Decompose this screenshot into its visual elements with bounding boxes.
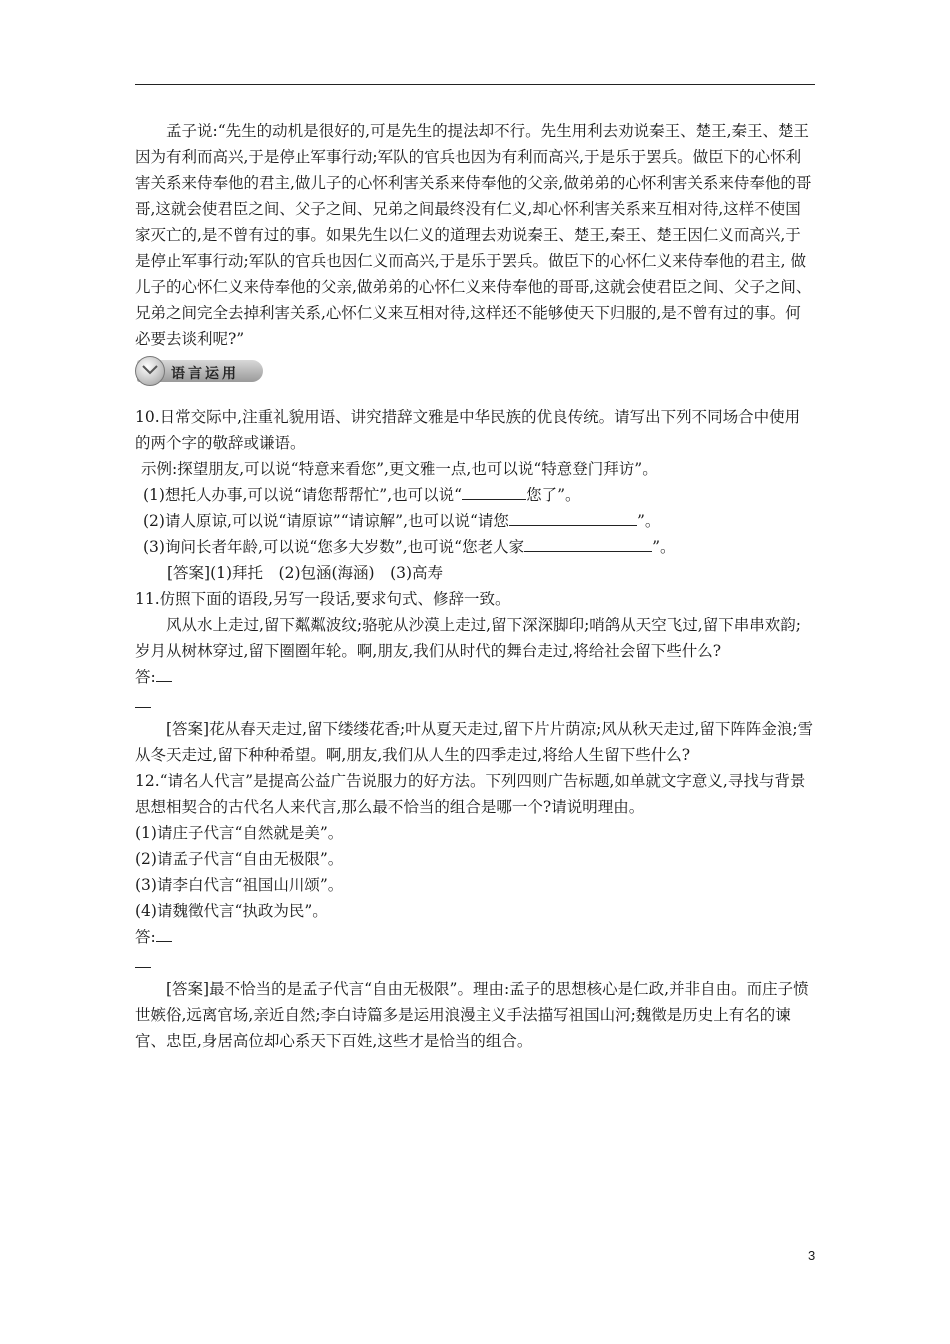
header-rule [135, 84, 815, 85]
answer-blank[interactable] [156, 669, 172, 682]
section-title: 语言运用 [171, 366, 239, 382]
chevron-down-icon [135, 356, 165, 386]
q12-item-1: (1)请庄子代言“自然就是美”。 [135, 824, 344, 842]
q11-answer: [答案]花从春天走过,留下缕缕花香;叶从夏天走过,留下片片荫凉;风从秋天走过,留下阵阵金浪;雪从冬天走过,留下种种希望。啊,朋友,我们从人生的四季走过,将给人生留下些什么? [135, 720, 814, 764]
answer-blank[interactable] [462, 483, 526, 500]
q12-item-4: (4)请魏徵代言“执政为民”。 [135, 902, 328, 920]
q12-answer-line: 答: [135, 924, 815, 950]
answer-blank[interactable] [135, 955, 151, 968]
answer-blank[interactable] [524, 535, 652, 552]
q10-stem: 10.日常交际中,注重礼貌用语、讲究措辞文雅是中华民族的优良传统。请写出下列不同场合中使用的两个字的敬辞或谦语。 [135, 408, 801, 452]
q11-answer-line-2 [135, 690, 815, 716]
q10-item-1: (1)想托人办事,可以说“请您帮帮忙”,也可以说“ 您了”。 [135, 482, 815, 508]
translation-passage: 孟子说:“先生的动机是很好的,可是先生的提法却不行。先生用利去劝说秦王、楚王,秦王、楚王因为有利而高兴,于是停止军事行动;军队的官兵也因为有利而高兴,于是乐于罢兵。做臣下的心怀利害关系来侍奉他的君主,做儿子的心怀利害关系来侍奉他的父亲,做弟弟的心怀利害关系来侍奉他的哥哥,这就会使君臣之间、父子之间、兄弟之间最终没有仁义,却心怀利害关系来互相对待,这样不使国家灭亡的,是不曾有过的事。如果先生以仁义的道理去劝说秦王、楚王,秦王、楚王因仁义而高兴,于是停止军事行动;军队的官兵也因仁义而高兴,于是乐于罢兵。做臣下的心怀仁义来侍奉他的君主, 做儿子的心怀仁义来侍奉他的父亲,做弟弟的心怀仁义来侍奉他的哥哥,这就会使君臣之间、父子之间、兄弟之间完全去掉利害关系,心怀仁义来互相对待,这样还不能够使天下归服的,是不曾有过的事。何必要去谈利呢?” [135, 122, 812, 348]
q11-passage: 风从水上走过,留下粼粼波纹;骆驼从沙漠上走过,留下深深脚印;哨鸽从天空飞过,留下串串欢韵;岁月从树林穿过,留下圈圈年轮。啊,朋友,我们从时代的舞台走过,将给社会留下些什么? [135, 616, 801, 660]
q12-item-2: (2)请孟子代言“自由无极限”。 [135, 850, 344, 868]
q12-stem: 12.“请名人代言”是提高公益广告说服力的好方法。下列四则广告标题,如单就文字意义,寻找与背景思想相契合的古代名人来代言,那么最不恰当的组合是哪一个?请说明理由。 [135, 772, 806, 816]
q12-answer-line-2 [135, 950, 815, 976]
q10-example: 示例:探望朋友,可以说“特意来看您”,更文雅一点,也可以说“特意登门拜访”。 [141, 460, 658, 478]
page-number: 3 [808, 1248, 816, 1263]
q10-item-3: (3)询问长者年龄,可以说“您多大岁数”,也可说“您老人家 ”。 [135, 534, 815, 560]
q10-answer: [答案](1)拜托 (2)包涵(海涵) (3)高寿 [167, 564, 444, 582]
answer-blank[interactable] [135, 695, 151, 708]
section-banner [135, 356, 815, 386]
q10-item-2: (2)请人原谅,可以说“请原谅”“请谅解”,也可以说“请您 ”。 [135, 508, 815, 534]
q11-answer-line: 答: [135, 664, 815, 690]
answer-blank[interactable] [156, 929, 172, 942]
answer-blank[interactable] [509, 509, 637, 526]
q11-stem: 11.仿照下面的语段,另写一段话,要求句式、修辞一致。 [135, 590, 511, 608]
q12-item-3: (3)请李白代言“祖国山川颂”。 [135, 876, 344, 894]
document-body [135, 118, 815, 1054]
q12-answer: [答案]最不恰当的是孟子代言“自由无极限”。理由:孟子的思想核心是仁政,并非自由。而庄子愤世嫉俗,远离官场,亲近自然;李白诗篇多是运用浪漫主义手法描写祖国山河;魏徵是历史上有名的谏官、忠臣,身居高位却心系天下百姓,这些才是恰当的组合。 [135, 980, 809, 1050]
